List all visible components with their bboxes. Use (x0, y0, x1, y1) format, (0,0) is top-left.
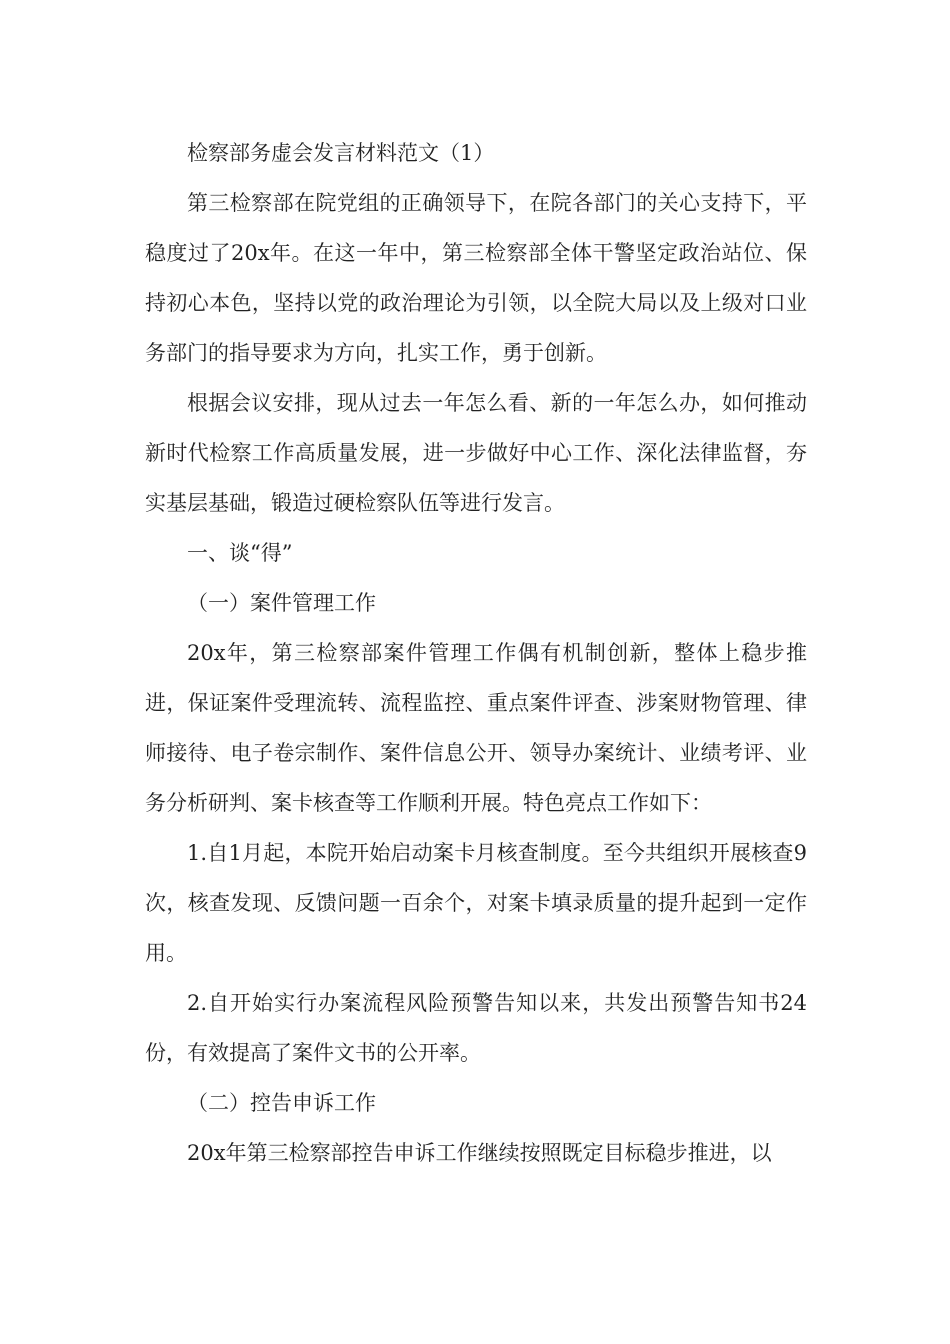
paragraph-agenda: 根据会议安排，现从过去一年怎么看、新的一年怎么办，如何推动新时代检察工作高质量发展，进一步做好中心工作、深化法律监督，夯实基层基础，锻造过硬检察队伍等进行发言。 (145, 391, 807, 515)
paragraph-intro: 第三检察部在院党组的正确领导下，在院各部门的关心支持下，平稳度过了20x年。在这一年中，第三检察部全体干警坚定政治站位、保持初心本色，坚持以党的政治理论为引领，以全院大局以及上级对口业务部门的指导要求为方向，扎实工作，勇于创新。 (145, 191, 807, 365)
list-item-2: 2.自开始实行办案流程风险预警告知以来，共发出预警告知书24份，有效提高了案件文书的公开率。 (145, 991, 807, 1065)
paragraph-case-management: 20x年，第三检察部案件管理工作偶有机制创新，整体上稳步推进，保证案件受理流转、流程监控、重点案件评查、涉案财物管理、律师接待、电子卷宗制作、案件信息公开、领导办案统计、业绩考评、业务分析研判、案卡核查等工作顺利开展。特色亮点工作如下： (145, 641, 807, 815)
paragraph-complaints: 20x年第三检察部控告申诉工作继续按照既定目标稳步推进，以 (187, 1141, 772, 1165)
document-page (145, 128, 807, 1178)
heading-section-1: 一、谈“得” (187, 541, 293, 565)
document-title: 检察部务虚会发言材料范文（1） (187, 141, 495, 165)
heading-subsection-1: （一）案件管理工作 (187, 591, 376, 615)
heading-subsection-2: （二）控告申诉工作 (187, 1091, 376, 1115)
list-item-1: 1.自1月起，本院开始启动案卡月核查制度。至今共组织开展核查9次，核查发现、反馈问题一百余个，对案卡填录质量的提升起到一定作用。 (145, 841, 807, 965)
